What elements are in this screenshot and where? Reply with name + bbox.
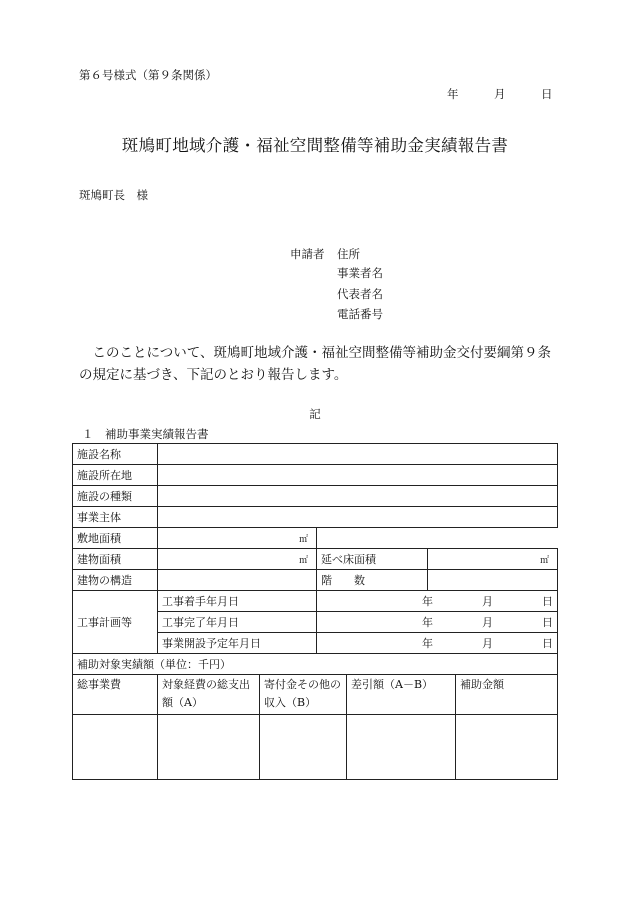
total-floor-area-label: 延べ床面積: [317, 549, 428, 570]
table-row: [73, 570, 558, 591]
construction-plan-label: 工事計画等: [73, 591, 158, 654]
ki-heading: 記: [309, 407, 321, 421]
total-floor-area-field[interactable]: [428, 549, 558, 570]
ymd-day: 日: [542, 637, 553, 650]
target-expense-header: 対象経費の総支出額（A）: [158, 675, 260, 715]
subsidy-amount-field[interactable]: [456, 715, 558, 780]
floors-field[interactable]: [428, 570, 558, 591]
facility-type-field[interactable]: [158, 486, 558, 507]
opening-date-field[interactable]: [317, 633, 558, 654]
target-expense-field[interactable]: [158, 715, 260, 780]
form-number: 第６号様式（第９条関係）: [79, 68, 217, 82]
floors-label: 階 数: [317, 570, 428, 591]
subsidy-results-heading: 補助対象実績額（単位：千円）: [73, 654, 558, 675]
table-row: [73, 715, 558, 780]
ymd-day: 日: [542, 616, 553, 629]
table-row: [73, 486, 558, 507]
table-row: [73, 675, 558, 715]
facility-location-label: 施設所在地: [73, 465, 158, 486]
construction-start-field[interactable]: [317, 591, 558, 612]
total-floor-area-unit: ㎡: [539, 555, 549, 566]
ymd-year: 年: [422, 637, 433, 650]
other-income-field[interactable]: [260, 715, 347, 780]
table-row: [73, 507, 558, 528]
table-row: [73, 591, 558, 612]
facility-type-label: 施設の種類: [73, 486, 158, 507]
table-row: [73, 444, 558, 465]
site-area-label: 敷地面積: [73, 528, 158, 549]
date-month-label: 月: [494, 87, 506, 101]
ymd-year: 年: [422, 616, 433, 629]
applicant-business-name-label: 事業者名: [337, 266, 383, 280]
building-area-unit: ㎡: [298, 555, 308, 566]
addressee: 斑鳩町長 様: [79, 188, 148, 202]
construction-end-field[interactable]: [317, 612, 558, 633]
ymd-month: 月: [482, 616, 493, 629]
facility-name-field[interactable]: [158, 444, 558, 465]
date-day-label: 日: [541, 87, 553, 101]
operator-field[interactable]: [158, 507, 558, 528]
facility-name-label: 施設名称: [73, 444, 158, 465]
building-area-label: 建物面積: [73, 549, 158, 570]
applicant-label: 申請者: [290, 247, 325, 261]
total-cost-header: 総事業費: [73, 675, 158, 715]
site-area-blank: [317, 528, 558, 549]
date-year-label: 年: [447, 87, 459, 101]
building-area-field[interactable]: [158, 549, 317, 570]
site-area-field[interactable]: [158, 528, 317, 549]
table-row: [73, 528, 558, 549]
structure-label: 建物の構造: [73, 570, 158, 591]
table-row: [73, 465, 558, 486]
ymd-year: 年: [422, 595, 433, 608]
total-cost-field[interactable]: [73, 715, 158, 780]
ymd-day: 日: [542, 595, 553, 608]
structure-field[interactable]: [158, 570, 317, 591]
table-row: [73, 654, 558, 675]
document-title: 斑鳩町地域介護・福祉空間整備等補助金実績報告書: [121, 136, 509, 155]
site-area-unit: ㎡: [298, 534, 308, 545]
table-row: [73, 549, 558, 570]
difference-header: 差引額（A－B）: [347, 675, 456, 715]
applicant-address-label: 住所: [337, 247, 360, 261]
other-income-header: 寄付金その他の収入（B）: [260, 675, 347, 715]
subsidy-amount-header: 補助金額: [456, 675, 558, 715]
applicant-representative-label: 代表者名: [337, 287, 383, 301]
body-text: このことについて、斑鳩町地域介護・福祉空間整備等補助金交付要綱第９条の規定に基づき、下記のとおり報告します。: [79, 345, 551, 383]
facility-location-field[interactable]: [158, 465, 558, 486]
opening-date-label: 事業開設予定年月日: [158, 633, 317, 654]
difference-field[interactable]: [347, 715, 456, 780]
report-table: [72, 443, 558, 780]
ymd-month: 月: [482, 595, 493, 608]
applicant-phone-label: 電話番号: [337, 307, 383, 321]
operator-label: 事業主体: [73, 507, 158, 528]
ymd-month: 月: [482, 637, 493, 650]
section-heading: １ 補助事業実績報告書: [82, 427, 209, 441]
construction-end-label: 工事完了年月日: [158, 612, 317, 633]
construction-start-label: 工事着手年月日: [158, 591, 317, 612]
